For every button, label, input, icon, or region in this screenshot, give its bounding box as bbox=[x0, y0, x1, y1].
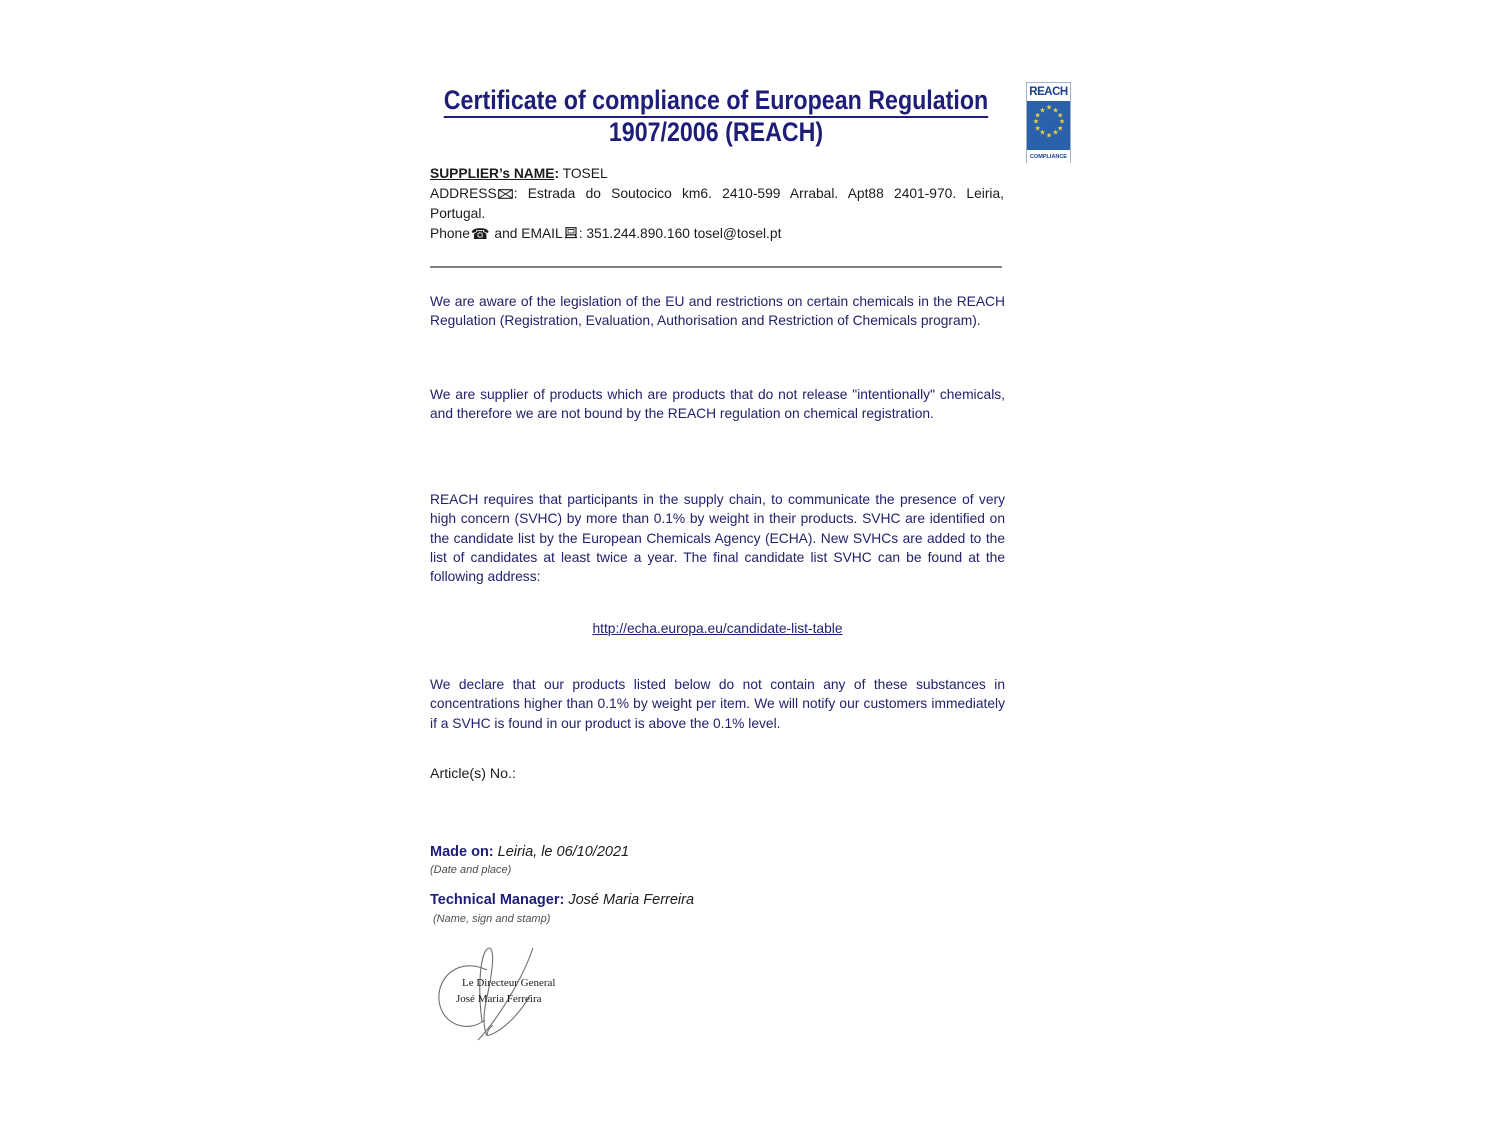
technical-manager-value: José Maria Ferreira bbox=[568, 892, 695, 908]
computer-icon bbox=[564, 227, 578, 239]
page-title-line2: 1907/2006 (REACH) bbox=[608, 117, 824, 147]
technical-manager-row bbox=[430, 892, 694, 908]
eu-stars-icon: ★ ★ ★ ★ ★ ★ ★ ★ ★ ★ ★ ★ bbox=[1032, 104, 1066, 140]
paragraph-awareness: We are aware of the legislation of the EU and restrictions on certain chemicals in the REACH Regulation (Registration, Evaluation, Authorisation and Restriction of Chemicals program). bbox=[430, 294, 1005, 329]
paragraph-declaration: We declare that our products listed below do not contain any of these substances in concentrations higher than 0.1% by weight per item. We will notify our customers immediately if a SVHC is found in our product is above the 0.1% level. bbox=[430, 677, 1005, 731]
stamp-text-line2: José Maria Ferreira bbox=[456, 993, 542, 1005]
supplier-name-value: TOSEL bbox=[559, 166, 608, 181]
supplier-name-label: SUPPLIER’s NAME bbox=[430, 166, 555, 181]
contact-value: : 351.244.890.160 tosel@tosel.pt bbox=[578, 226, 782, 241]
phone-icon: ☎ bbox=[470, 226, 490, 243]
separator-line bbox=[430, 266, 1002, 268]
sign-stamp-caption: (Name, sign and stamp) bbox=[433, 913, 551, 925]
article-number-label: Article(s) No.: bbox=[430, 766, 516, 782]
technical-manager-label: Technical Manager: bbox=[430, 892, 565, 908]
stamp-text-line1: Le Directeur General bbox=[462, 977, 556, 989]
made-on-label: Made on: bbox=[430, 844, 494, 860]
envelope-icon bbox=[498, 189, 513, 199]
address-label: ADDRESS bbox=[430, 186, 497, 201]
address-value: : Estrada do Soutocico km6. 2410-599 Arrabal. Apt88 2401-970. Leiria, Portugal. bbox=[430, 186, 1004, 221]
made-on-value: Leiria, le 06/10/2021 bbox=[497, 844, 630, 860]
email-label: and EMAIL bbox=[490, 226, 563, 241]
made-on-row bbox=[430, 844, 629, 860]
supplier-block bbox=[430, 164, 1004, 245]
supplier-name-colon: : bbox=[554, 166, 560, 181]
candidate-list-link[interactable]: http://echa.europa.eu/candidate-list-table bbox=[592, 621, 843, 636]
page-title-line1 bbox=[444, 85, 988, 116]
phone-label: Phone bbox=[430, 226, 470, 241]
paragraph-reach-requirements: REACH requires that participants in the supply chain, to communicate the presence of very high concern (SVHC) by more than 0.1% by weight in their products. SVHC are identified on the candidate list by the European Chemicals Agency (ECHA). New SVHCs are added to the list of candidates at least twice a year. The final candidate list SVHC can be found at the following address: bbox=[430, 492, 1005, 585]
date-place-caption: (Date and place) bbox=[430, 864, 512, 876]
paragraph-supplier-statement: We are supplier of products which are products that do not release "intentionally" chemicals, and therefore we are not bound by the REACH regulation on chemical registration. bbox=[430, 387, 1005, 422]
title-underlined-text: Certificate of compliance of European Regulation bbox=[444, 85, 988, 118]
candidate-list-link-row bbox=[430, 620, 1005, 638]
reach-logo-compliance-label: COMPLIANCE bbox=[1027, 149, 1070, 163]
reach-compliance-logo bbox=[1026, 82, 1071, 163]
reach-logo-wordmark: REACH bbox=[1027, 83, 1070, 102]
